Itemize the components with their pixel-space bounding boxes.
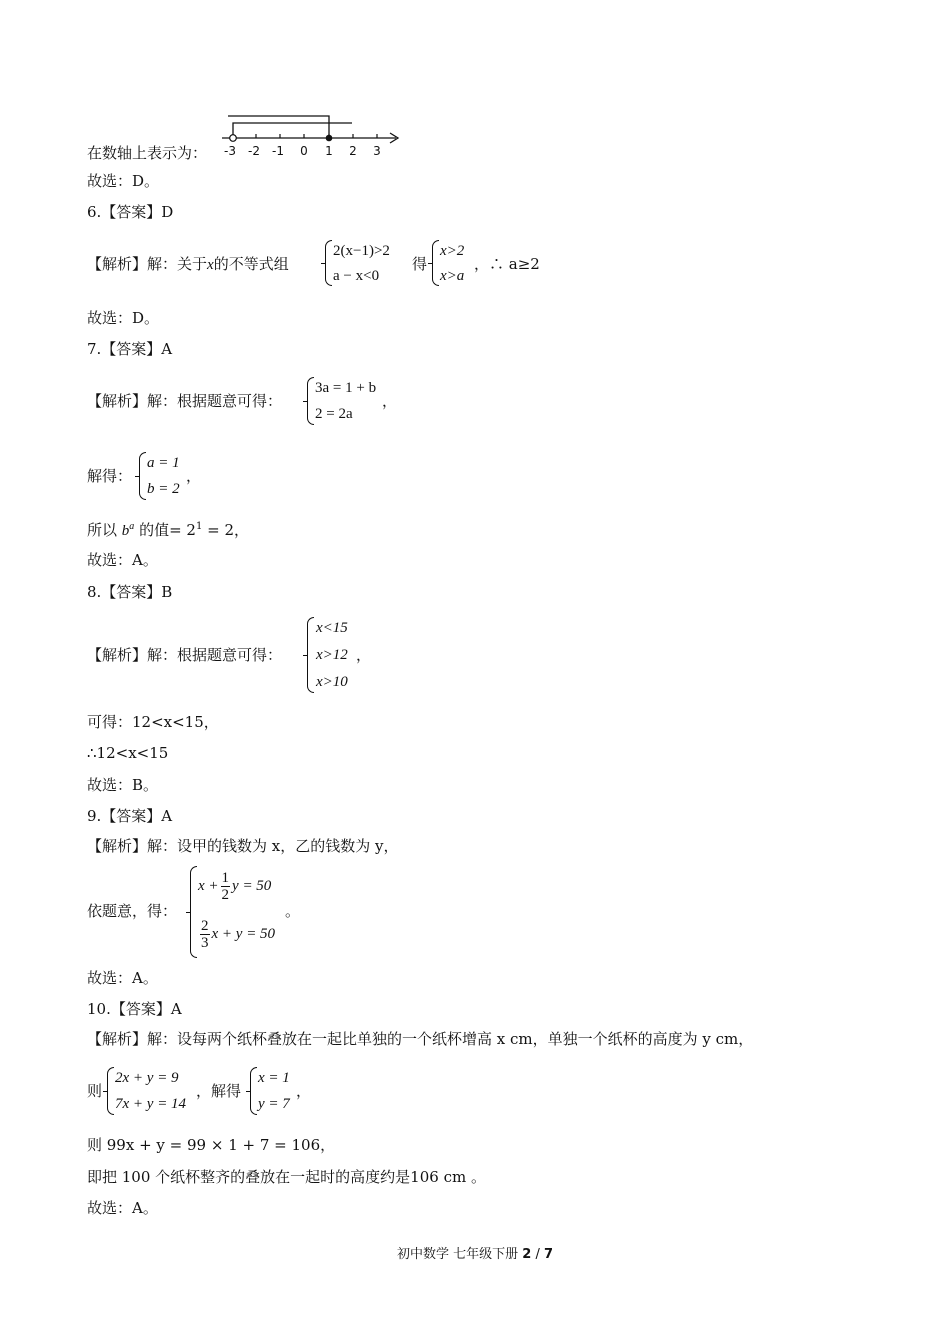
q6-brace-2: [432, 240, 439, 286]
q10-solution-comma: ，: [296, 1082, 312, 1100]
tick-label: -2: [248, 144, 260, 158]
q8-answer: 8.【答案】B: [87, 583, 173, 601]
q10-line-2: 即把 100 个纸杯整齐的叠放在一起时的高度约是106 cm 。: [87, 1168, 486, 1186]
q8-conclusion: 故选：B。: [87, 776, 159, 794]
q9-setup-label: 依题意，得：: [87, 902, 178, 920]
q10-ze: 则: [87, 1082, 103, 1100]
q10-brace: [107, 1067, 114, 1115]
footer-title: 初中数学 七年级下册: [396, 1247, 519, 1262]
q7-conclusion: 故选：A。: [87, 551, 158, 569]
q5-conclusion: 故选：D。: [87, 172, 160, 190]
tick-label: -1: [272, 144, 284, 158]
q8-analysis: 【解析】解：根据题意可得：: [87, 646, 283, 664]
q6-brace-1: [325, 240, 332, 286]
q6-answer: 6.【答案】D: [87, 203, 174, 221]
q7-solution-comma: ，: [186, 467, 202, 485]
q9-analysis: 【解析】解：设甲的钱数为 x，乙的钱数为 y，: [87, 837, 399, 855]
q6-de: 得: [412, 255, 428, 273]
tick-label: 1: [325, 144, 333, 158]
number-line-figure: [218, 110, 403, 160]
q10-analysis: 【解析】解：设每两个纸杯叠放在一起比单独的一个纸杯增高 x cm，单独一个纸杯的高度为 y cm，: [87, 1030, 754, 1048]
number-line-label: 在数轴上表示为：: [87, 144, 208, 162]
q7-brace: [307, 377, 314, 425]
tick-label: 3: [373, 144, 381, 158]
q9-conclusion: 故选：A。: [87, 969, 158, 987]
tick-label: 2: [349, 144, 357, 158]
q6-conclusion: 故选：D。: [87, 309, 160, 327]
q9-brace: [190, 866, 197, 958]
q9-period: 。: [285, 902, 301, 920]
q8-line-1: 可得：12<x<15，: [87, 713, 219, 731]
tick-label: 0: [300, 144, 308, 158]
q8-line-2: ∴12<x<15: [87, 744, 169, 762]
q7-answer: 7.【答案】A: [87, 340, 173, 358]
q10-conclusion: 故选：A。: [87, 1199, 158, 1217]
q7-analysis: 【解析】解：根据题意可得：: [87, 392, 283, 410]
q9-answer: 9.【答案】A: [87, 807, 173, 825]
q6-result: ，∴ a≥2: [474, 255, 540, 273]
q8-comma: ，: [356, 646, 372, 664]
q8-brace: [307, 617, 314, 693]
page-footer: 初中数学 七年级下册 2 / 7: [396, 1247, 554, 1262]
q10-line-1: 则 99x + y = 99 × 1 + 7 = 106，: [87, 1136, 336, 1154]
tick-label: -3: [224, 144, 236, 158]
q7-value-line: 所以 $b^a$ 的值= $2^1 = 2$，: [87, 521, 250, 539]
q10-solve-label: ，解得: [196, 1082, 242, 1100]
footer-total: 7: [543, 1247, 554, 1262]
q7-solution-brace: [139, 452, 146, 500]
footer-page: 2: [522, 1247, 532, 1262]
q10-solution-brace: [250, 1067, 257, 1115]
q7-solve-label: 解得：: [87, 467, 133, 485]
q10-answer: 10.【答案】A: [87, 1000, 182, 1018]
q6-analysis: 【解析】解：关于x的不等式组: [87, 255, 289, 273]
q7-comma: ，: [382, 392, 398, 410]
